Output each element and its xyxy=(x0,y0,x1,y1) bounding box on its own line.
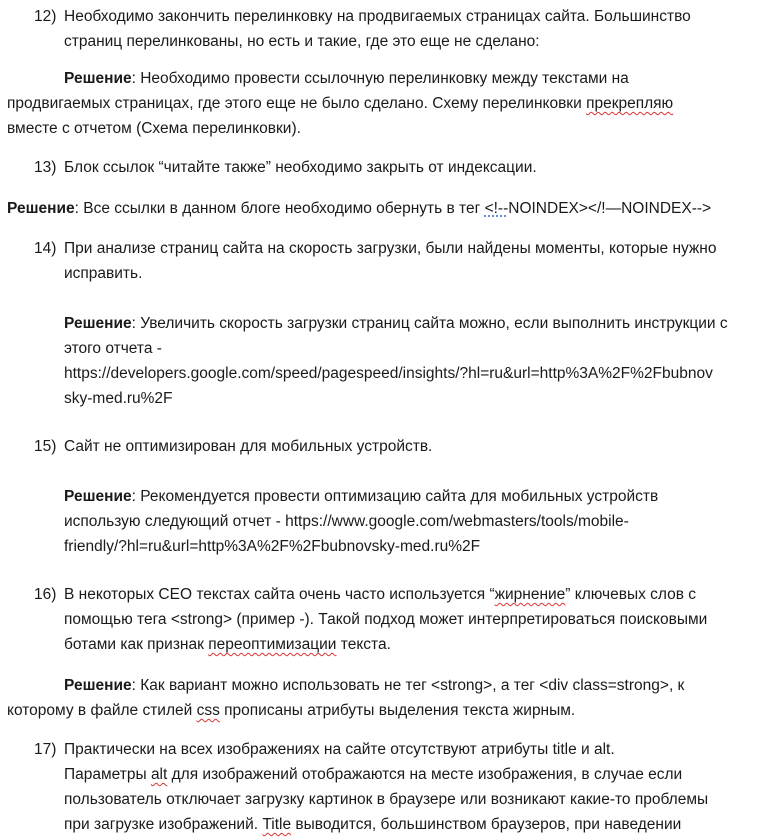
list-item-text: помощью тега <strong> (пример -). Такой подход может интерпретироваться поисковыми xyxy=(64,611,708,628)
solution-text: : Увеличить скорость загрузки страниц сайта можно, если выполнить инструкции с xyxy=(131,315,728,332)
list-item-text: исправить. xyxy=(64,265,143,282)
list-item-text: Блок ссылок “читайте также” необходимо закрыть от индексации. xyxy=(64,159,537,176)
list-number: 16) xyxy=(34,586,57,603)
list-item-text xyxy=(64,582,696,607)
report-link[interactable]: friendly/?hl=ru&url=http%3A%2F%2Fbubnovsky-med.ru%2F xyxy=(64,538,481,555)
list-item-text: При анализе страниц сайта на скорость загрузки, были найдены моменты, которые нужно xyxy=(64,240,717,257)
text-run: текста. xyxy=(336,636,391,653)
report-link[interactable]: sky-med.ru%2F xyxy=(64,390,173,407)
solution-text: : Все ссылки в данном блоге необходимо обернуть в тег xyxy=(74,200,485,217)
list-item-text xyxy=(64,632,391,657)
solution-paragraph xyxy=(64,311,728,336)
list-number: 12) xyxy=(34,8,57,25)
misspelled-word[interactable]: alt xyxy=(150,766,168,783)
solution-text: : Рекомендуется провести оптимизацию сайта для мобильных устройств xyxy=(131,488,659,505)
solution-label: Решение xyxy=(64,488,132,505)
text-run: ботами как признак xyxy=(64,636,209,653)
solution-text: вместе с отчетом (Схема перелинковки). xyxy=(7,120,301,137)
report-link[interactable]: https://developers.google.com/speed/pagespeed/insights/?hl=ru&url=http%3A%2F%2Fbubnov xyxy=(64,365,713,382)
flagged-text[interactable]: <!-- xyxy=(484,200,509,217)
list-item-text: пользователь отключает загрузку картинок в браузере или возникают какие-то проблемы xyxy=(64,791,709,808)
solution-label: Решение xyxy=(64,315,132,332)
list-item-text: Практически на всех изображениях на сайте отсутствуют атрибуты title и alt. xyxy=(64,741,615,758)
text-run: которому в файле стилей xyxy=(7,702,197,719)
solution-paragraph xyxy=(64,673,684,698)
list-number: 17) xyxy=(34,741,57,758)
text-run: ” ключевых слов с xyxy=(565,586,697,603)
solution-text: этого отчета - xyxy=(64,340,162,357)
misspelled-word[interactable]: жирнение xyxy=(494,586,566,603)
list-number: 14) xyxy=(34,240,57,257)
solution-label: Решение xyxy=(64,677,132,694)
list-item-text xyxy=(64,812,681,837)
text-run: В некоторых СЕО текстах сайта очень часто используется “ xyxy=(64,586,495,603)
solution-label: Решение xyxy=(64,70,132,87)
list-number: 15) xyxy=(34,438,57,455)
text-run: для изображений отображаются на месте изображения, в случае если xyxy=(167,766,683,783)
list-number: 13) xyxy=(34,159,57,176)
text-run: выводится, большинством браузеров, при наведении xyxy=(291,816,682,833)
solution-text: : Необходимо провести ссылочную перелинковку между текстами на xyxy=(131,70,629,87)
solution-label: Решение xyxy=(7,200,75,217)
misspelled-word[interactable]: переоптимизации xyxy=(208,636,337,653)
solution-paragraph xyxy=(7,91,673,116)
text-run: при загрузке изображений. xyxy=(64,816,263,833)
solution-paragraph xyxy=(7,698,575,723)
solution-text: использую следующий отчет - https://www.google.com/webmasters/tools/mobile- xyxy=(64,513,629,530)
list-item-text: Необходимо закончить перелинковку на продвигаемых страницах сайта. Большинство xyxy=(64,8,691,25)
solution-text: : Как вариант можно использовать не тег <strong>, а тег <div class=strong>, к xyxy=(131,677,685,694)
solution-paragraph xyxy=(64,484,658,509)
list-item-text xyxy=(64,762,682,787)
solution-text: NOINDEX></!—NOINDEX--> xyxy=(508,200,712,217)
misspelled-word[interactable]: css xyxy=(196,702,220,719)
text-run: Параметры xyxy=(64,766,151,783)
solution-paragraph xyxy=(7,196,711,221)
misspelled-word[interactable]: Title xyxy=(262,816,292,833)
list-item-text: страниц перелинкованы, но есть и такие, где это еще не сделано: xyxy=(64,33,540,50)
misspelled-word[interactable]: прекрепляю xyxy=(586,95,674,112)
text-run: прописаны атрибуты выделения текста жирным. xyxy=(219,702,576,719)
solution-paragraph xyxy=(64,66,629,91)
list-item-text: Сайт не оптимизирован для мобильных устройств. xyxy=(64,438,433,455)
solution-text: продвигаемых страницах, где этого еще не было сделано. Схему перелинковки xyxy=(7,95,587,112)
